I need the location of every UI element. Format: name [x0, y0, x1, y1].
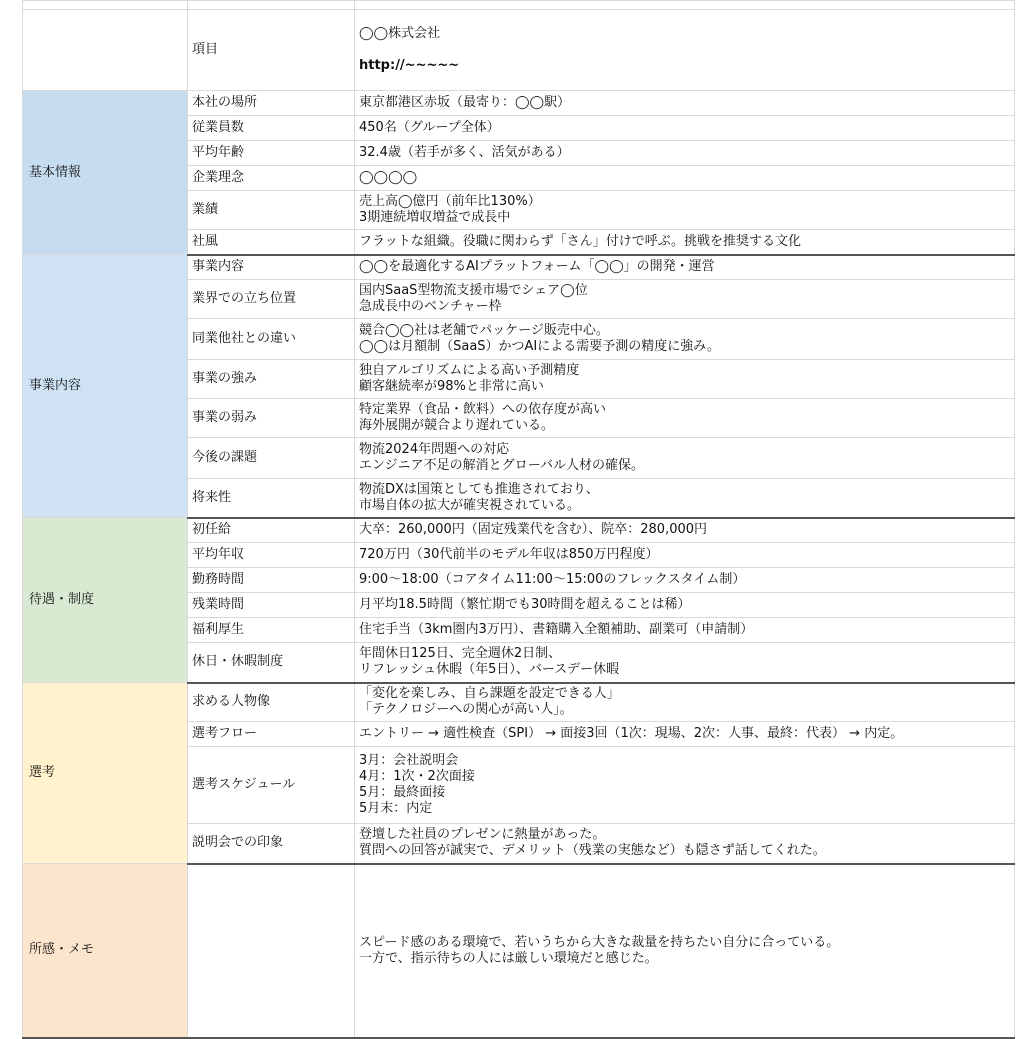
value-cell[interactable]: エントリー → 適性検査（SPI） → 面接3回（1次：現場、2次：人事、最終：代表） → 内定。 — [355, 722, 1015, 747]
table-row — [23, 518, 1015, 543]
label-cell[interactable]: 休日・休暇制度 — [188, 643, 355, 683]
top-partial-row — [23, 1, 1015, 10]
label-cell[interactable]: 福利厚生 — [188, 618, 355, 643]
label-cell[interactable]: 事業の弱み — [188, 399, 355, 438]
value-cell[interactable]: 登壇した社員のプレゼンに熱量があった。 質問への回答が誠実で、デメリット（残業の実態など）も隠さず話してくれた。 — [355, 824, 1015, 864]
value-cell[interactable]: 9:00～18:00（コアタイム11:00～15:00のフレックスタイム制） — [355, 568, 1015, 593]
label-cell[interactable]: 選考スケジュール — [188, 747, 355, 824]
cell-empty[interactable] — [23, 1, 188, 10]
label-cell[interactable]: 求める人物像 — [188, 683, 355, 722]
value-cell[interactable]: 売上高◯億円（前年比130%） 3期連続増収増益で成長中 — [355, 191, 1015, 230]
label-cell[interactable]: 業界での立ち位置 — [188, 280, 355, 319]
spreadsheet — [22, 0, 1014, 1039]
company-name: ◯◯株式会社 — [359, 26, 441, 41]
category-cell-basic[interactable]: 基本情報 — [23, 91, 188, 255]
label-cell[interactable]: 従業員数 — [188, 116, 355, 141]
memo-row — [23, 864, 1015, 1038]
label-cell[interactable]: 事業の強み — [188, 360, 355, 399]
label-cell[interactable]: 平均年収 — [188, 543, 355, 568]
value-cell[interactable]: 住宅手当（3km圏内3万円）、書籍購入全額補助、副業可（申請制） — [355, 618, 1015, 643]
value-cell[interactable]: 物流DXは国策としても推進されており、 市場自体の拡大が確実視されている。 — [355, 479, 1015, 518]
table-row — [23, 255, 1015, 280]
value-cell[interactable]: フラットな組織。役職に関わらず「さん」付けで呼ぶ。挑戦を推奨する文化 — [355, 230, 1015, 255]
company-info-cell[interactable] — [355, 10, 1015, 91]
category-cell-business[interactable]: 事業内容 — [23, 255, 188, 518]
label-cell[interactable]: 本社の場所 — [188, 91, 355, 116]
cell-empty[interactable] — [188, 1, 355, 10]
value-cell[interactable]: 独自アルゴリズムによる高い予測精度 顧客継続率が98%と非常に高い — [355, 360, 1015, 399]
memo-value-cell[interactable]: スピード感のある環境で、若いうちから大きな裁量を持ちたい自分に合っている。 一方で、指示待ちの人には厳しい環境だと感じた。 — [355, 864, 1015, 1038]
label-cell[interactable]: 選考フロー — [188, 722, 355, 747]
label-cell[interactable]: 社風 — [188, 230, 355, 255]
category-cell-memo[interactable]: 所感・メモ — [23, 864, 188, 1038]
company-url: http://~~~~~ — [359, 58, 460, 73]
label-cell[interactable]: 業績 — [188, 191, 355, 230]
label-cell[interactable]: 事業内容 — [188, 255, 355, 280]
value-cell[interactable]: 競合◯◯社は老舗でパッケージ販売中心。 ◯◯は月額制（SaaS）かつAIによる需要予測の精度に強み。 — [355, 319, 1015, 360]
value-cell[interactable]: 物流2024年問題への対応 エンジニア不足の解消とグローバル人材の確保。 — [355, 438, 1015, 479]
cell-empty[interactable] — [23, 10, 188, 91]
value-cell[interactable]: 月平均18.5時間（繁忙期でも30時間を超えることは稀） — [355, 593, 1015, 618]
cell-empty[interactable] — [355, 1, 1015, 10]
company-research-table — [22, 0, 1015, 1039]
label-cell[interactable]: 将来性 — [188, 479, 355, 518]
value-cell[interactable]: 東京都港区赤坂（最寄り：◯◯駅） — [355, 91, 1015, 116]
value-cell[interactable]: ◯◯◯◯ — [355, 166, 1015, 191]
label-cell[interactable]: 企業理念 — [188, 166, 355, 191]
table-row — [23, 91, 1015, 116]
value-cell[interactable]: 「変化を楽しみ、自ら課題を設定できる人」 「テクノロジーへの関心が高い人」。 — [355, 683, 1015, 722]
label-cell[interactable]: 初任給 — [188, 518, 355, 543]
value-cell[interactable]: 450名（グループ全体） — [355, 116, 1015, 141]
table-row — [23, 683, 1015, 722]
memo-label-cell[interactable] — [188, 864, 355, 1038]
label-cell[interactable]: 今後の課題 — [188, 438, 355, 479]
value-cell[interactable]: ◯◯を最適化するAIプラットフォーム「◯◯」の開発・運営 — [355, 255, 1015, 280]
label-cell[interactable]: 同業他社との違い — [188, 319, 355, 360]
value-cell[interactable]: 32.4歳（若手が多く、活気がある） — [355, 141, 1015, 166]
header-row — [23, 10, 1015, 91]
label-cell[interactable]: 残業時間 — [188, 593, 355, 618]
value-cell[interactable]: 特定業界（食品・飲料）への依存度が高い 海外展開が競合より遅れている。 — [355, 399, 1015, 438]
category-cell-selection[interactable]: 選考 — [23, 683, 188, 864]
label-cell[interactable]: 勤務時間 — [188, 568, 355, 593]
header-label-cell[interactable]: 項目 — [188, 10, 355, 91]
label-cell[interactable]: 平均年齢 — [188, 141, 355, 166]
category-cell-treatment[interactable]: 待遇・制度 — [23, 518, 188, 683]
value-cell[interactable]: 年間休日125日、完全週休2日制、 リフレッシュ休暇（年5日）、バースデー休暇 — [355, 643, 1015, 683]
label-cell[interactable]: 説明会での印象 — [188, 824, 355, 864]
value-cell[interactable]: 国内SaaS型物流支援市場でシェア◯位 急成長中のベンチャー枠 — [355, 280, 1015, 319]
value-cell[interactable]: 大卒：260,000円（固定残業代を含む）、院卒：280,000円 — [355, 518, 1015, 543]
value-cell[interactable]: 3月：会社説明会 4月：1次・2次面接 5月：最終面接 5月末：内定 — [355, 747, 1015, 824]
value-cell[interactable]: 720万円（30代前半のモデル年収は850万円程度） — [355, 543, 1015, 568]
